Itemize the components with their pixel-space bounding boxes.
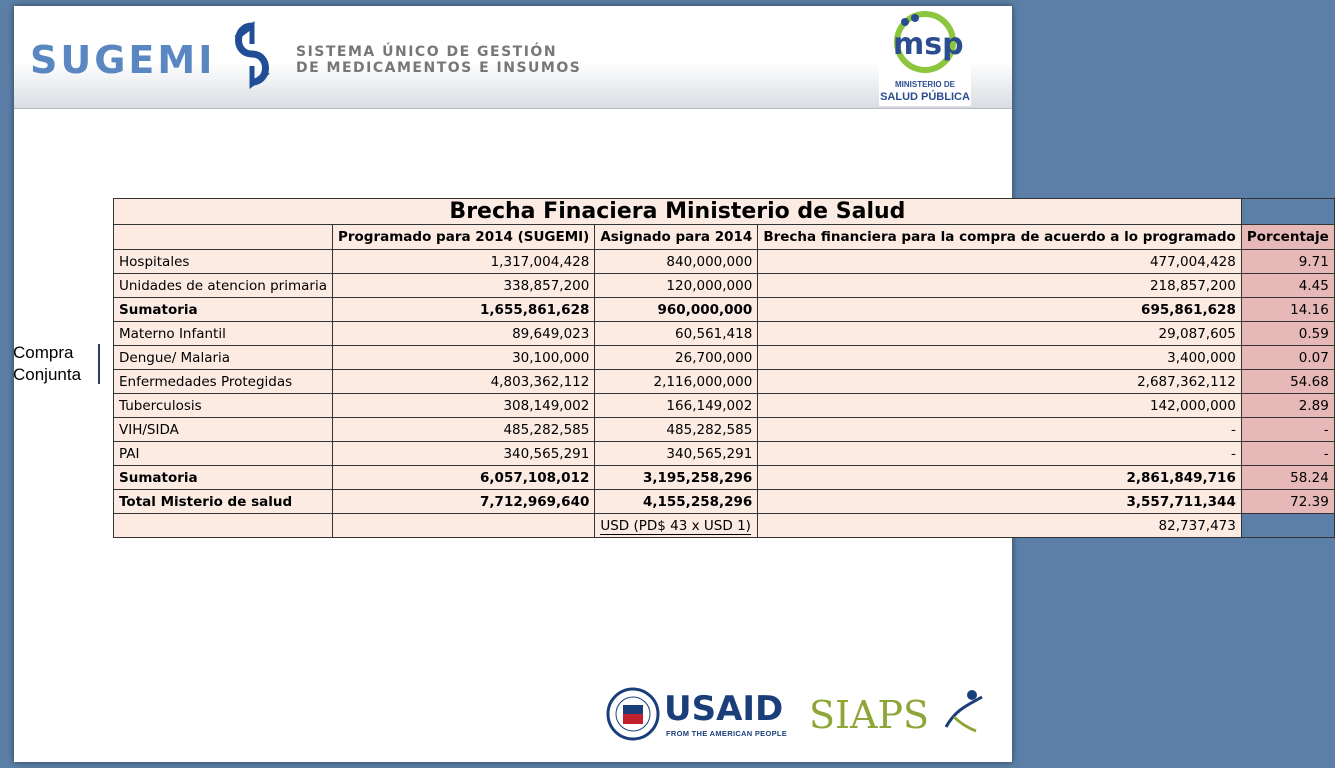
sugemi-subtitle-line2: DE MEDICAMENTOS E INSUMOS [296, 60, 582, 76]
title-row [114, 199, 1335, 225]
row-porcentaje: 54.68 [1241, 370, 1334, 394]
table-row [114, 250, 1335, 274]
svg-text:msp: msp [893, 27, 964, 62]
footer-logos [606, 683, 986, 743]
row-asignado: 60,561,418 [595, 322, 758, 346]
row-programado: 89,649,023 [332, 322, 594, 346]
table-row [114, 370, 1335, 394]
row-programado: 30,100,000 [332, 346, 594, 370]
usd-blank-1 [114, 514, 333, 538]
usd-label-cell [595, 514, 758, 538]
row-programado: 1,655,861,628 [332, 298, 594, 322]
row-asignado: 120,000,000 [595, 274, 758, 298]
row-asignado: 3,195,258,296 [595, 466, 758, 490]
row-asignado: 26,700,000 [595, 346, 758, 370]
row-porcentaje: 2.89 [1241, 394, 1334, 418]
subtotal-row [114, 298, 1335, 322]
us-seal-icon [606, 687, 660, 741]
side-label-line1: Compra [13, 343, 74, 362]
table-row [114, 322, 1335, 346]
row-porcentaje: 9.71 [1241, 250, 1334, 274]
total-row [114, 490, 1335, 514]
row-asignado: 2,116,000,000 [595, 370, 758, 394]
row-brecha: 2,687,362,112 [758, 370, 1242, 394]
row-asignado: 960,000,000 [595, 298, 758, 322]
sugemi-subtitle-line1: SISTEMA ÚNICO DE GESTIÓN [296, 44, 558, 60]
row-brecha: 29,087,605 [758, 322, 1242, 346]
table-row [114, 418, 1335, 442]
row-asignado: 340,565,291 [595, 442, 758, 466]
msp-ministry-line2: SALUD PÚBLICA [880, 91, 970, 103]
row-porcentaje: 14.16 [1241, 298, 1334, 322]
row-programado: 1,317,004,428 [332, 250, 594, 274]
usd-value: 82,737,473 [758, 514, 1242, 538]
row-brecha: 695,861,628 [758, 298, 1242, 322]
table-row [114, 394, 1335, 418]
usd-blank-2 [332, 514, 594, 538]
sugemi-wordmark: SUGEMI [30, 38, 216, 82]
row-programado: 338,857,200 [332, 274, 594, 298]
row-name: VIH/SIDA [114, 418, 333, 442]
compra-conjunta-label [13, 342, 81, 386]
row-name: Tuberculosis [114, 394, 333, 418]
row-asignado: 166,149,002 [595, 394, 758, 418]
header-asignado: Asignado para 2014 [595, 225, 758, 250]
usaid-tagline: FROM THE AMERICAN PEOPLE [666, 729, 788, 738]
sugemi-logo-icon [222, 20, 282, 100]
bracket-divider [98, 344, 100, 384]
row-porcentaje: 72.39 [1241, 490, 1334, 514]
row-name: PAI [114, 442, 333, 466]
header-programado: Programado para 2014 (SUGEMI) [332, 225, 594, 250]
usd-label: USD (PD$ 43 x USD 1) [600, 517, 751, 534]
row-brecha: 218,857,200 [758, 274, 1242, 298]
header-brecha: Brecha financiera para la compra de acuerdo a lo programado [758, 225, 1242, 250]
table-row [114, 274, 1335, 298]
row-programado: 4,803,362,112 [332, 370, 594, 394]
row-porcentaje: 58.24 [1241, 466, 1334, 490]
header-porcentaje: Porcentaje [1241, 225, 1334, 250]
sugemi-subtitle [296, 44, 581, 76]
table-row [114, 442, 1335, 466]
row-name: Sumatoria [114, 466, 333, 490]
row-brecha: 3,400,000 [758, 346, 1242, 370]
usd-row [114, 514, 1335, 538]
table-title: Brecha Finaciera Ministerio de Salud [114, 199, 1242, 225]
row-asignado: 485,282,585 [595, 418, 758, 442]
header-blank-cell [114, 225, 333, 250]
row-porcentaje: 0.07 [1241, 346, 1334, 370]
title-blank-cell [1241, 199, 1334, 225]
row-programado: 6,057,108,012 [332, 466, 594, 490]
usaid-text: USAID [664, 689, 784, 729]
row-name: Total Misterio de salud [114, 490, 333, 514]
row-programado: 485,282,585 [332, 418, 594, 442]
row-brecha: 2,861,849,716 [758, 466, 1242, 490]
header-row [114, 225, 1335, 250]
row-porcentaje: 4.45 [1241, 274, 1334, 298]
row-programado: 7,712,969,640 [332, 490, 594, 514]
financial-gap-table [113, 198, 1335, 538]
row-brecha: 3,557,711,344 [758, 490, 1242, 514]
row-brecha: 477,004,428 [758, 250, 1242, 274]
table-row [114, 346, 1335, 370]
row-name: Sumatoria [114, 298, 333, 322]
header-banner [14, 6, 1012, 109]
side-label-line2: Conjunta [13, 365, 82, 384]
row-programado: 308,149,002 [332, 394, 594, 418]
row-name: Materno Infantil [114, 322, 333, 346]
msp-ministry-line1: MINISTERIO DE [894, 80, 955, 89]
row-porcentaje: - [1241, 418, 1334, 442]
row-programado: 340,565,291 [332, 442, 594, 466]
row-brecha: 142,000,000 [758, 394, 1242, 418]
row-name: Unidades de atencion primaria [114, 274, 333, 298]
usaid-wordmark [664, 689, 783, 729]
row-brecha: - [758, 418, 1242, 442]
row-brecha: - [758, 442, 1242, 466]
row-name: Dengue/ Malaria [114, 346, 333, 370]
row-porcentaje: 0.59 [1241, 322, 1334, 346]
usd-blank-3 [1241, 514, 1334, 538]
msp-emblem-icon [879, 10, 971, 78]
siaps-wordmark: SIAPS [809, 693, 930, 737]
row-name: Enfermedades Protegidas [114, 370, 333, 394]
siaps-figure-icon [942, 687, 986, 737]
subtotal-row [114, 466, 1335, 490]
msp-logo [879, 10, 971, 106]
row-asignado: 840,000,000 [595, 250, 758, 274]
row-asignado: 4,155,258,296 [595, 490, 758, 514]
row-porcentaje: - [1241, 442, 1334, 466]
row-name: Hospitales [114, 250, 333, 274]
